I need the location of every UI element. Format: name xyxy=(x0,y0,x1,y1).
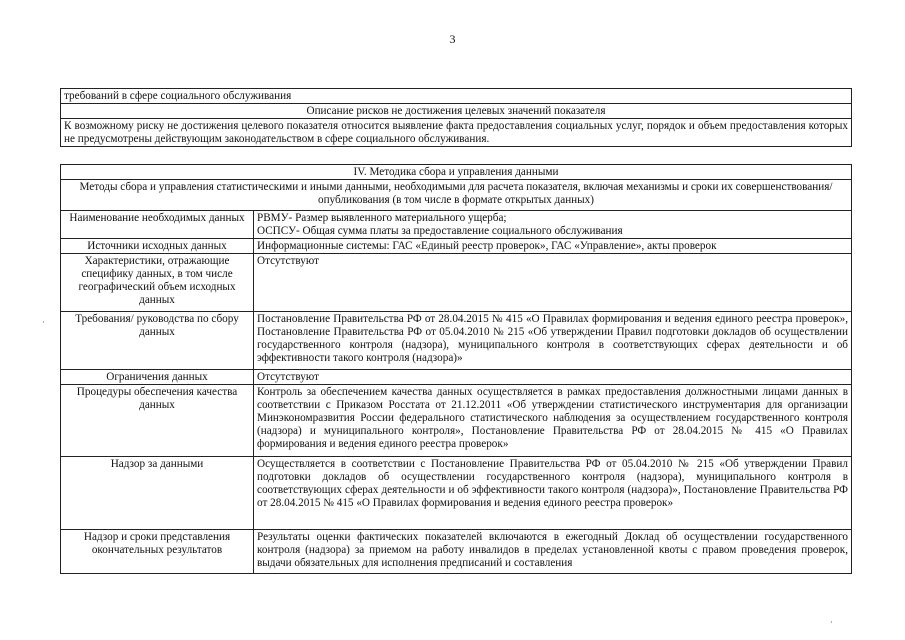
row-label: Процедуры обеспечения качества данных xyxy=(61,385,254,457)
row-label: Надзор за данными xyxy=(61,457,254,530)
table-row xyxy=(61,530,852,574)
row-value: Контроль за обеспечением качества данных осуществляется в рамках предоставления должностными лицами данных в соответствии с Приказом Росстата от 21.12.2011 «Об утверждении статистического инструментария для организации Минэкономразвития России федерального статистического наблюдения за осуществлением государственного контроля (надзора) и муниципального контроля», Постановление Правительства РФ от 28.04.2015 № 415 «О Правилах формирования и ведения единого реестра проверок» xyxy=(254,385,852,457)
page-number: 3 xyxy=(449,32,456,46)
scan-speck: · xyxy=(42,317,45,327)
row-value xyxy=(254,211,852,239)
row-label: Надзор и сроки представления окончательных результатов xyxy=(61,530,254,574)
row-label: Характеристики, отражающие специфику данных, в том числе географический объем исходных данных xyxy=(61,254,254,312)
row-value: Осуществляется в соответствии с Постановление Правительства РФ от 05.04.2010 № 215 «Об утверждении Правил подготовки докладов об осуществлении государственного контроля (надзора), муниципального контроля в соответствующих сферах деятельности и об эффективности такого контроля (надзора)», Постановление Правительства РФ от 28.04.2015 № 415 «О Правилах формирования и ведения единого реестра проверок» xyxy=(254,457,852,530)
row-continuation-cell: требований в сфере социального обслуживания xyxy=(61,89,852,104)
table-row xyxy=(61,370,852,385)
risk-text: К возможному риску не достижения целевого показателя относится выявление факта предоставления социальных услуг, порядок и объем предоставления которых не предусмотрены действующим законодательством в сфере социального обслуживания. xyxy=(61,119,852,147)
table-row xyxy=(61,385,852,457)
table-row xyxy=(61,211,852,239)
row-value: Постановление Правительства РФ от 28.04.2015 № 415 «О Правилах формирования и ведения единого реестра проверок», Постановление Правительства РФ от 05.04.2010 № 215 «Об утверждении Правил подготовки докладов об осуществлении государственного контроля (надзора), муниципального контроля в соответствующих сферах деятельности и об эффективности такого контроля (надзора)» xyxy=(254,312,852,370)
row-label: Требования/ руководства по сбору данных xyxy=(61,312,254,370)
table-row xyxy=(61,457,852,530)
row-label: Ограничения данных xyxy=(61,370,254,385)
value-line: ОСПСУ- Общая сумма платы за предоставление социального обслуживания xyxy=(257,225,623,237)
method-table xyxy=(60,164,852,574)
table-row xyxy=(61,239,852,254)
row-label: Источники исходных данных xyxy=(61,239,254,254)
scan-speck: · xyxy=(830,617,833,627)
row-value: Результаты оценки фактических показателей включаются в ежегодный Доклад об осуществлении государственного контроля (надзора) за приемом на работу инвалидов в пределах установленной квоты с правом проведения проверок, выдачи обязательных для исполнения предписаний и составления xyxy=(254,530,852,574)
value-line: РВМУ- Размер выявленного материального ущерба; xyxy=(257,212,507,224)
section-subtitle: Методы сбора и управления статистическими и иными данными, необходимыми для расчета показателя, включая механизмы и сроки их совершенствования/опубликования (в том числе в формате открытых данных) xyxy=(61,180,852,211)
risk-table xyxy=(60,88,852,147)
risk-heading: Описание рисков не достижения целевых значений показателя xyxy=(61,104,852,119)
table-row xyxy=(61,312,852,370)
row-value: Отсутствуют xyxy=(254,254,852,312)
section-title: IV. Методика сбора и управления данными xyxy=(61,165,852,180)
row-label: Наименование необходимых данных xyxy=(61,211,254,239)
table-row xyxy=(61,254,852,312)
row-value: Информационные системы: ГАС «Единый реестр проверок», ГАС «Управление», акты проверок xyxy=(254,239,852,254)
row-value: Отсутствуют xyxy=(254,370,852,385)
